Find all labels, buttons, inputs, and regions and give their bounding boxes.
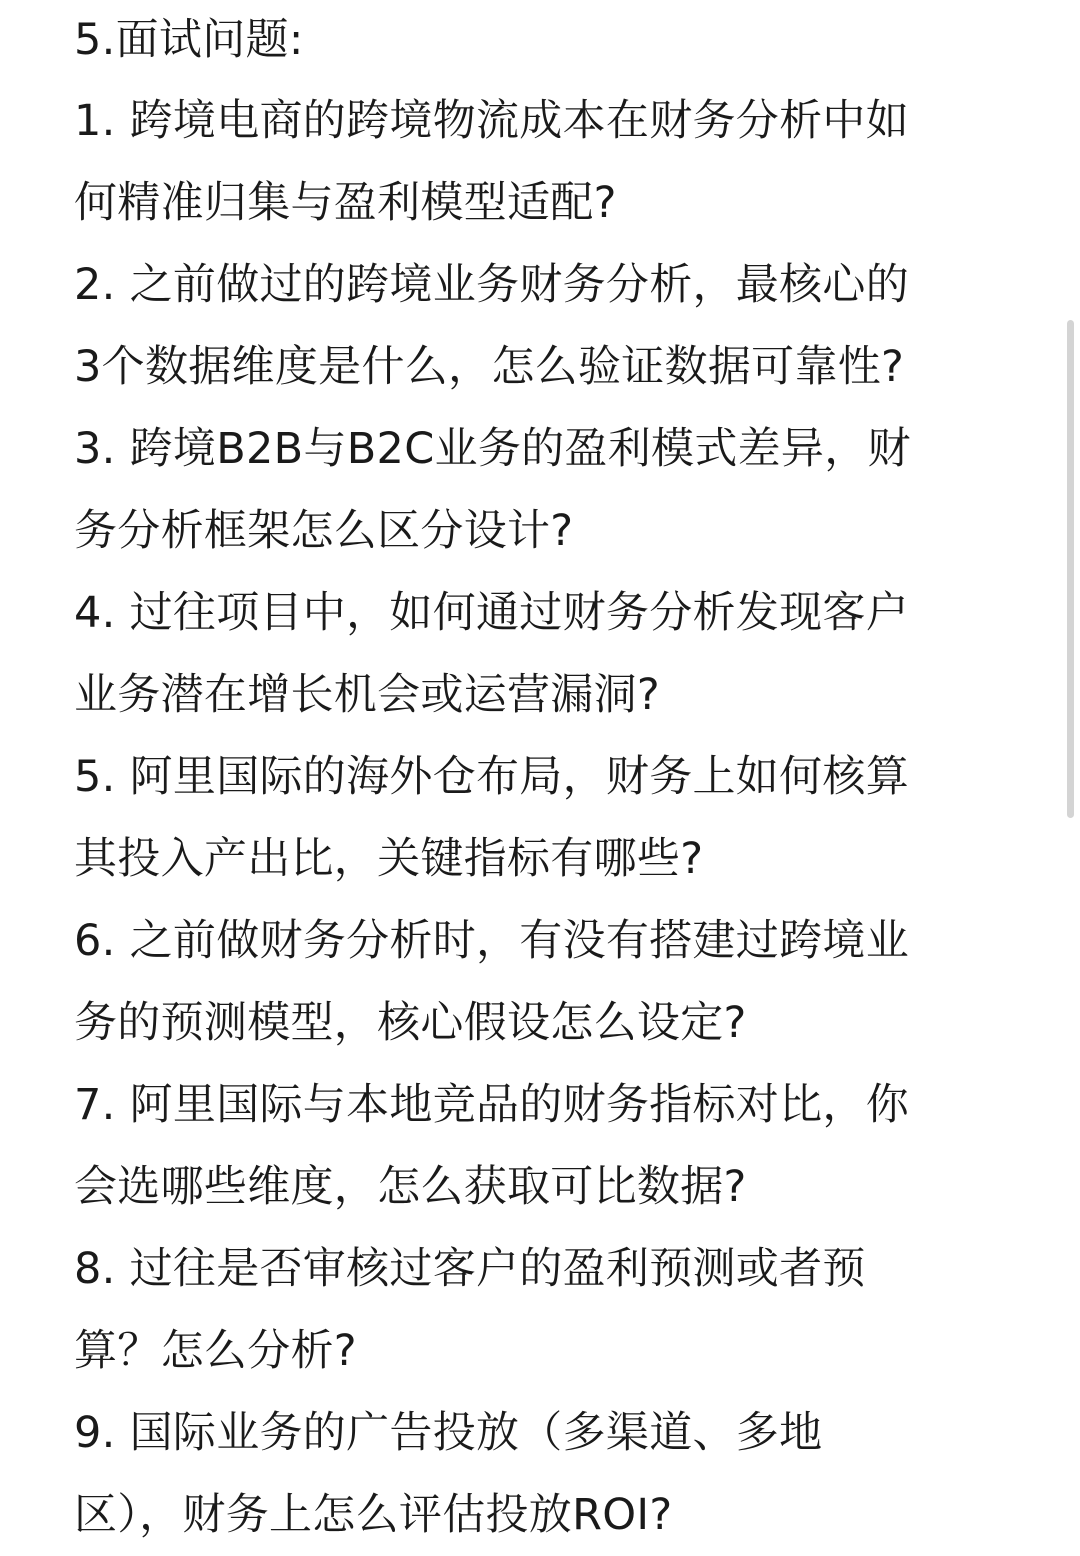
question-3-line-2: 务分析框架怎么区分设计?	[74, 506, 574, 556]
question-9-line-1: 9. 国际业务的广告投放（多渠道、多地	[74, 1408, 823, 1458]
question-1-line-2: 何精准归集与盈利模型适配?	[74, 178, 617, 228]
question-2-line-2: 3个数据维度是什么，怎么验证数据可靠性?	[74, 342, 905, 392]
question-3-line-1: 3. 跨境B2B与B2C业务的盈利模式差异，财	[74, 424, 911, 474]
vertical-scrollbar[interactable]	[1067, 320, 1074, 818]
question-8-line-1: 8. 过往是否审核过客户的盈利预测或者预	[74, 1244, 866, 1294]
question-6-line-1: 6. 之前做财务分析时，有没有搭建过跨境业	[74, 916, 909, 966]
question-4-line-1: 4. 过往项目中，如何通过财务分析发现客户	[74, 588, 909, 638]
question-5-line-1: 5. 阿里国际的海外仓布局，财务上如何核算	[74, 752, 909, 802]
question-8-line-2: 算？怎么分析?	[74, 1326, 357, 1376]
question-7-line-2: 会选哪些维度，怎么获取可比数据?	[74, 1162, 747, 1212]
question-6-line-2: 务的预测模型，核心假设怎么设定?	[74, 998, 747, 1048]
section-title: 5.面试问题:	[74, 15, 304, 65]
question-2-line-1: 2. 之前做过的跨境业务财务分析，最核心的	[74, 260, 909, 310]
document-body	[74, 0, 994, 1556]
question-7-line-1: 7. 阿里国际与本地竞品的财务指标对比，你	[74, 1080, 909, 1130]
question-9-line-2: 区），财务上怎么评估投放ROI?	[74, 1490, 673, 1540]
question-5-line-2: 其投入产出比，关键指标有哪些?	[74, 834, 704, 884]
question-1-line-1: 1. 跨境电商的跨境物流成本在财务分析中如	[74, 96, 909, 146]
question-4-line-2: 业务潜在增长机会或运营漏洞?	[74, 670, 661, 720]
